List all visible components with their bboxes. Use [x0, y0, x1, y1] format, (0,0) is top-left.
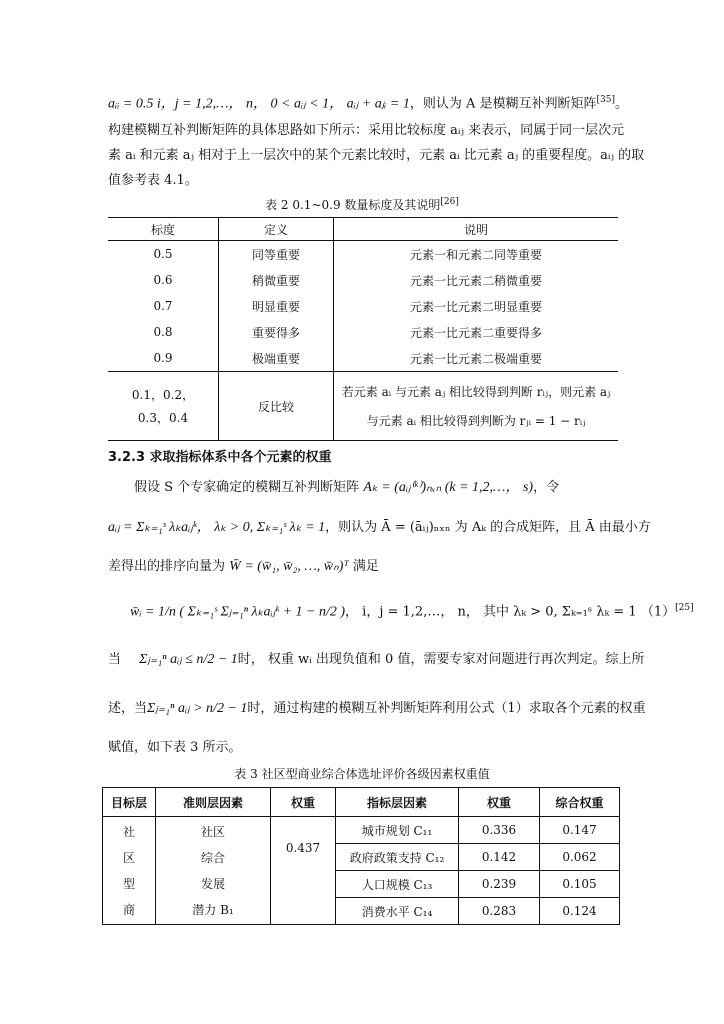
t2-last-desc-1: 若元素 aᵢ 与元素 aⱼ 相比较得到判断 rᵢⱼ，则元素 aⱼ	[341, 385, 611, 399]
p1-text: ，则认为 A 是模糊互补判断矩阵	[409, 96, 597, 112]
t3-cell: 0.283	[459, 898, 540, 925]
p3-l4-ref: [25]	[675, 603, 694, 613]
table-row	[108, 267, 618, 293]
p3-line-7: 赋值，如下表 3 所示。	[108, 740, 242, 755]
t3-header-weight: 权重	[271, 788, 336, 817]
t2-cell: 0.9	[108, 345, 219, 372]
t2-header-desc: 说明	[334, 218, 619, 241]
weight-table	[102, 787, 620, 925]
t3-header-weight2: 权重	[459, 788, 540, 817]
p3-line-2	[108, 518, 651, 538]
p2-line-1: 构建模糊互补判断矩阵的具体思路如下所示：采用比较标度 aᵢⱼ 来表示，同属于同一层次元	[108, 123, 625, 138]
p3-l3-math: W̄ = (w̄₁, w̄₂, …, w̄ₙ)ᵀ	[229, 559, 349, 574]
table-row	[103, 817, 620, 844]
table2-caption	[0, 196, 724, 213]
p3-line-4	[130, 598, 694, 622]
t2-last-desc	[334, 372, 619, 441]
t3-criteria-line: 社区	[200, 824, 225, 839]
p1-ref: [35]	[596, 95, 615, 105]
p3-line-3	[108, 557, 379, 577]
t2-cell: 同等重要	[219, 241, 334, 268]
t3-criteria-cell	[156, 817, 271, 925]
t2-header-scale: 标度	[108, 218, 219, 241]
p3-l6-math: Σⱼ₌₁ⁿ aᵢⱼ > n/2 − 1	[147, 701, 248, 716]
p3-l5-text: 时， 权重 wᵢ 出现负值和 0 值，需要专家对问题进行再次判定。综上所	[237, 652, 645, 667]
t3-cell: 0.062	[540, 844, 620, 871]
t2-cell: 极端重要	[219, 345, 334, 372]
table2-caption-text: 表 2 0.1~0.9 数量标度及其说明	[265, 198, 441, 212]
p2-line-3: 值参考表 4.1。	[108, 173, 198, 188]
table2-caption-ref: [26]	[440, 197, 459, 207]
t3-target-char: 型	[122, 876, 135, 891]
t2-cell: 元素一比元素二明显重要	[409, 299, 542, 314]
t3-cell: 0.336	[459, 817, 540, 844]
t2-cell: 稍微重要	[219, 267, 334, 293]
t3-criteria-line: 潜力 B₁	[192, 902, 234, 917]
t2-cell: 元素一和元素二同等重要	[409, 247, 542, 262]
p3-line-1	[134, 478, 559, 498]
t3-target-char: 商	[122, 902, 135, 917]
t3-cell: 0.105	[540, 871, 620, 898]
t3-header-composite: 综合权重	[540, 788, 620, 817]
t3-cell: 政府政策支持 C₁₂	[336, 844, 459, 871]
p3-line-6	[108, 699, 646, 719]
t3-target-char: 区	[122, 850, 135, 865]
p3-l4-text: ， i，j = 1,2,…， n， 其中 λₖ > 0, Σₖ₌₁ˢ λₖ = 1	[345, 604, 637, 620]
t2-cell: 明显重要	[219, 293, 334, 319]
t2-cell: 元素一比元素二极端重要	[409, 351, 542, 366]
t3-cell: 0.147	[540, 817, 620, 844]
t3-criteria-line: 发展	[200, 876, 225, 891]
t2-cell: 元素一比元素二稍微重要	[409, 273, 542, 288]
table-row	[108, 345, 618, 372]
p3-l6-start: 述，当	[108, 701, 148, 716]
formula-number: （1）	[640, 604, 676, 620]
p1-end: 。	[614, 96, 628, 112]
p2-line-2: 素 aᵢ 和元素 aⱼ 相对于上一层次中的某个元素比较时，元素 aᵢ 比元素 aⱼ 的重要程度。aᵢⱼ 的取	[108, 148, 645, 163]
t2-last-scale	[108, 372, 219, 441]
t2-cell: 0.8	[108, 319, 219, 345]
t3-cell: 城市规划 C₁₁	[336, 817, 459, 844]
t2-last-def: 反比较	[219, 372, 334, 441]
t3-header-indicator: 指标层因素	[336, 788, 459, 817]
t3-cell: 0.124	[540, 898, 620, 925]
p3-l1-text: 假设 S 个专家确定的模糊互补判断矩阵	[134, 480, 360, 495]
p3-line-5	[108, 650, 644, 670]
p3-l1-end: ，令	[533, 480, 560, 495]
t3-target-char: 社	[122, 824, 135, 839]
scale-table	[108, 217, 618, 441]
t2-cell: 0.6	[108, 267, 219, 293]
p3-l5-start: 当	[108, 652, 122, 667]
t3-header-target: 目标层	[103, 788, 156, 817]
t2-last-scale-2: 0.3，0.4	[137, 411, 189, 425]
p3-l3-text: 差得出的排序向量为	[108, 559, 226, 574]
t2-cell: 0.5	[108, 241, 219, 268]
section-heading: 3.2.3 求取指标体系中各个元素的权重	[108, 450, 332, 465]
table-row	[108, 372, 618, 441]
p3-l3-end: 满足	[352, 559, 379, 574]
fuzzy-matrix-condition: aᵢᵢ = 0.5 i，j = 1,2,…， n， 0 < aᵢⱼ < 1， aᵢⱼ + aⱼᵢ = 1	[108, 96, 410, 112]
table-row	[108, 293, 618, 319]
t3-cell: 消费水平 C₁₄	[336, 898, 459, 925]
table-row	[108, 319, 618, 345]
t3-cell: 0.142	[459, 844, 540, 871]
t3-cell: 0.239	[459, 871, 540, 898]
t2-header-def: 定义	[219, 218, 334, 241]
t3-header-criteria: 准则层因素	[156, 788, 271, 817]
t3-target-cell	[103, 817, 156, 925]
t3-criteria-line: 综合	[200, 850, 225, 865]
t2-cell: 重要得多	[219, 319, 334, 345]
t2-last-desc-2: 与元素 aᵢ 相比较得到判断为 rⱼᵢ = 1 − rᵢⱼ	[366, 414, 586, 428]
t2-cell: 0.7	[108, 293, 219, 319]
paragraph-1	[108, 90, 628, 114]
table3-caption: 表 3 社区型商业综合体选址评价各级因素权重值	[234, 767, 490, 781]
p3-l2-math: aᵢⱼ = Σₖ₌₁ˢ λₖaᵢⱼᵏ， λₖ > 0, Σₖ₌₁ˢ λₖ = 1	[108, 520, 326, 535]
p3-l6-text: 时，通过构建的模糊互补判断矩阵利用公式（1）求取各个元素的权重	[247, 701, 646, 716]
p3-l2-text: ，则认为 Ā = (āᵢⱼ)ₙₓₙ 为 Aₖ 的合成矩阵，且 Ā 由最小方	[325, 520, 651, 535]
p3-l5-math: Σⱼ₌₁ⁿ aᵢⱼ ≤ n/2 − 1	[139, 652, 238, 667]
table-row	[108, 241, 618, 268]
formula-1: w̄ᵢ = 1/n ( Σₖ₌₁ˢ Σⱼ₌₁ⁿ λₖaᵢⱼᵏ + 1 − n/2 )	[130, 604, 346, 620]
p3-l1-math: Aₖ = (aᵢⱼ⁽ᵏ⁾)ₙₓₙ (k = 1,2,…， s)	[363, 480, 534, 495]
t2-last-scale-1: 0.1，0.2，	[131, 388, 195, 402]
t2-cell: 元素一比元素二重要得多	[409, 325, 542, 340]
t3-cell: 人口规模 C₁₃	[336, 871, 459, 898]
t3-criteria-weight: 0.437	[271, 817, 336, 925]
